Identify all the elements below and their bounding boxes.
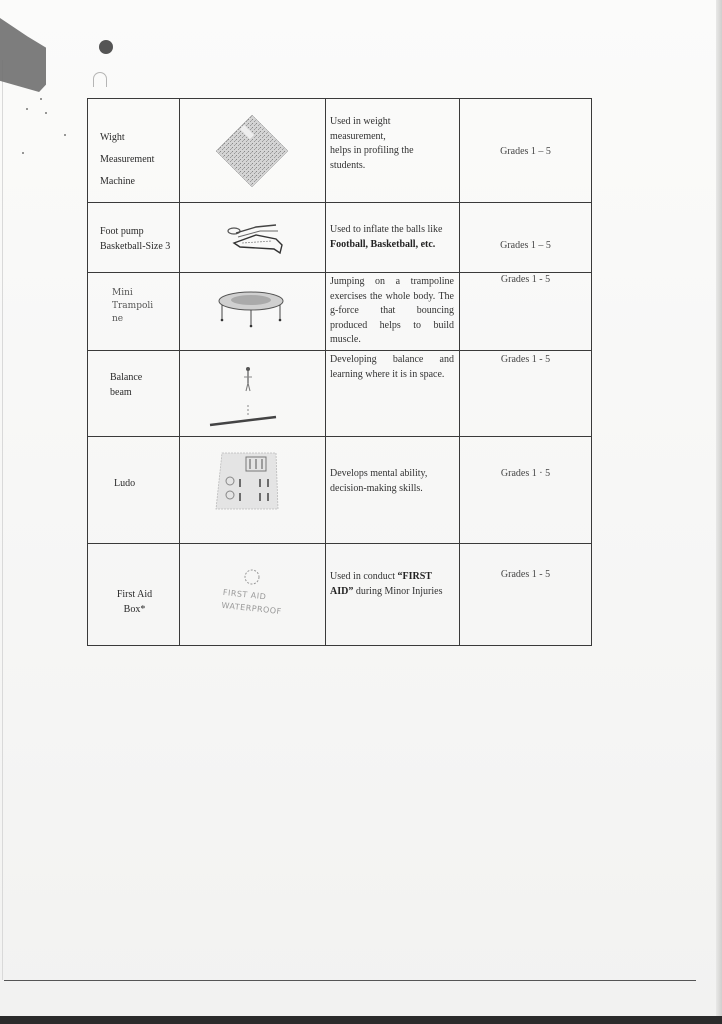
- equipment-name-line: Basketball-Size 3: [100, 240, 171, 252]
- weighing-scale-icon: [212, 111, 292, 191]
- scan-speck: [40, 98, 42, 100]
- equipment-name-cell: [88, 203, 180, 273]
- grade-cell: [460, 203, 592, 273]
- table-row: [88, 544, 592, 646]
- equipment-description-cell: [326, 544, 460, 646]
- equipment-description-cell: [326, 203, 460, 273]
- ludo-board-icon: [212, 447, 282, 517]
- equipment-name-line: Wight: [100, 132, 125, 143]
- punch-hole: [99, 40, 113, 54]
- equipment-name-line: Balance: [110, 372, 143, 383]
- scan-speck: [45, 112, 47, 114]
- scan-speck: [22, 152, 24, 154]
- table-row: [88, 273, 592, 351]
- description-line: decision-making skills.: [330, 482, 423, 494]
- equipment-name-line: Foot pump: [100, 226, 144, 237]
- equipment-image-cell: [180, 99, 326, 203]
- scan-bottom-edge: [0, 1016, 722, 1024]
- description-bold-text: Football, Basketball, etc.: [330, 238, 436, 250]
- equipment-description-cell: [326, 437, 460, 544]
- grade-range: Grades 1 – 5: [500, 146, 551, 157]
- grade-cell: [460, 273, 592, 351]
- punch-hole-outline: [93, 72, 107, 87]
- equipment-description-cell: [326, 99, 460, 203]
- equipment-image-cell: [180, 203, 326, 273]
- equipment-name-line: beam: [110, 386, 132, 398]
- scan-speck: [64, 134, 66, 136]
- page-bottom-rule: [4, 980, 696, 981]
- equipment-image-cell: [180, 351, 326, 437]
- grade-range: Grades 1 - 5: [500, 274, 551, 285]
- grade-cell: [460, 351, 592, 437]
- description-line: helps in profiling the: [330, 145, 414, 156]
- description-text: Jumping on a trampoline exercises the whole body. The g-force that bouncing produced helps to build muscle.: [330, 276, 454, 345]
- grade-range: Grades 1 · 5: [500, 468, 551, 479]
- equipment-name-cell: [88, 273, 180, 351]
- first-aid-box-icon: [212, 568, 292, 588]
- first-aid-caption: WATERPROOF: [221, 600, 283, 616]
- equipment-image-cell: [180, 544, 326, 646]
- grade-range: Grades 1 – 5: [500, 240, 551, 251]
- equipment-name-line: Machine: [100, 176, 135, 187]
- description-line: Develops mental ability,: [330, 468, 428, 479]
- equipment-name-line: Trampoli: [112, 301, 154, 312]
- page-margin-line: [2, 60, 3, 980]
- description-bold-text: “FIRST AID”: [330, 571, 432, 597]
- equipment-name-line: ne: [112, 314, 124, 325]
- scan-speck: [26, 108, 28, 110]
- table-row: [88, 99, 592, 203]
- grade-cell: [460, 437, 592, 544]
- equipment-name-line: Mini: [112, 288, 133, 298]
- equipment-name-line: Measurement: [100, 154, 155, 165]
- equipment-name-cell: [88, 437, 180, 544]
- scan-blotch: [0, 18, 46, 92]
- equipment-name-line: Box*: [123, 603, 146, 615]
- first-aid-caption: FIRST AID: [222, 587, 267, 602]
- equipment-description-cell: [326, 273, 460, 351]
- grade-range: Grades 1 - 5: [500, 569, 551, 580]
- table-row: [88, 351, 592, 437]
- description-line: students.: [330, 159, 366, 171]
- equipment-description-cell: [326, 351, 460, 437]
- description-text: Developing balance and learning where it is in space.: [330, 354, 454, 380]
- description-line: measurement,: [330, 130, 386, 142]
- equipment-image-cell: [180, 273, 326, 351]
- grade-range: Grades 1 - 5: [500, 354, 551, 365]
- table-row: [88, 203, 592, 273]
- grade-cell: [460, 544, 592, 646]
- equipment-name-line: Ludo: [114, 478, 136, 489]
- page-right-edge: [716, 0, 722, 1024]
- description-text: Used to inflate the balls like: [330, 224, 443, 235]
- table-row: [88, 437, 592, 544]
- equipment-name-cell: [88, 351, 180, 437]
- equipment-name-line: First Aid: [116, 589, 153, 600]
- foot-pump-icon: [226, 219, 286, 259]
- equipment-name-cell: [88, 544, 180, 646]
- grade-cell: [460, 99, 592, 203]
- description-line: Used in weight: [330, 116, 391, 127]
- equipment-name-cell: [88, 99, 180, 203]
- equipment-table: [87, 98, 592, 646]
- equipment-image-cell: [180, 437, 326, 544]
- balance-beam-icon: [208, 361, 308, 431]
- trampoline-icon: [216, 287, 286, 337]
- description-text: Used in conduct: [330, 571, 398, 582]
- description-text: during Minor Injuries: [353, 585, 443, 597]
